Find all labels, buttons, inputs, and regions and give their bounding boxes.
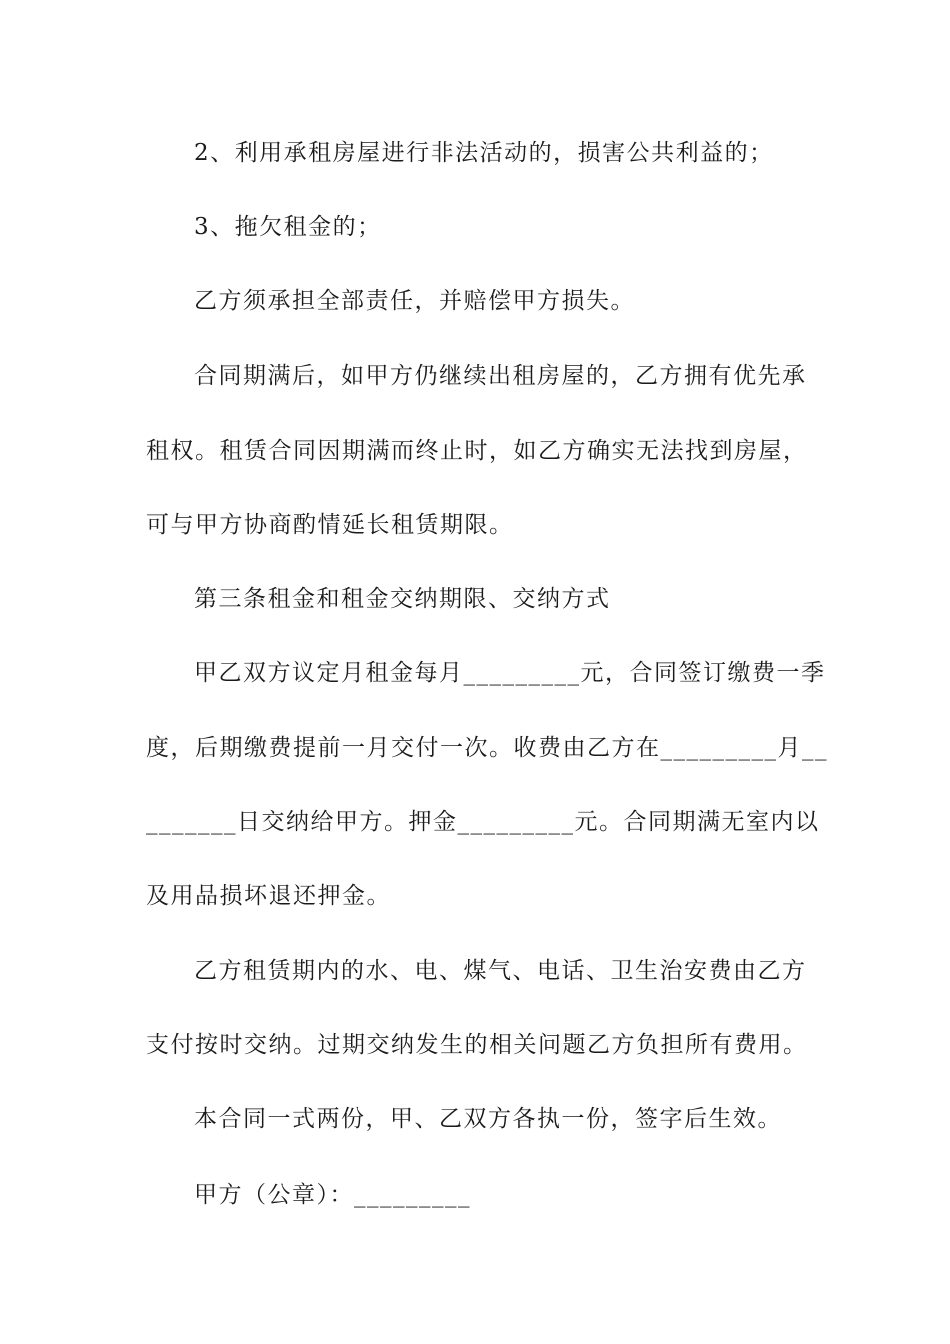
- liability-paragraph: 乙方须承担全部责任，并赔偿甲方损失。: [194, 288, 635, 314]
- rent-paragraph-line-4: 及用品损坏退还押金。: [146, 883, 391, 909]
- rent-paragraph-line-3: _______日交纳给甲方。押金_________元。合同期满无室内以: [146, 809, 820, 835]
- party-a-signature-line: 甲方（公章）：_________: [194, 1182, 471, 1208]
- renewal-paragraph-line-1: 合同期满后，如甲方仍继续出租房屋的，乙方拥有优先承: [194, 363, 807, 389]
- clause-item-2: 2、利用承租房屋进行非法活动的，损害公共利益的；: [194, 140, 774, 166]
- rent-paragraph-line-2: 度，后期缴费提前一月交付一次。收费由乙方在_________月__: [146, 735, 828, 761]
- renewal-paragraph-line-2: 租权。租赁合同因期满而终止时，如乙方确实无法找到房屋，: [146, 438, 808, 464]
- fees-paragraph-line-1: 乙方租赁期内的水、电、煤气、电话、卫生治安费由乙方: [194, 958, 807, 984]
- fees-paragraph-line-2: 支付按时交纳。过期交纳发生的相关问题乙方负担所有费用。: [146, 1032, 808, 1058]
- renewal-paragraph-line-3: 可与甲方协商酌情延长租赁期限。: [146, 512, 514, 538]
- copies-paragraph: 本合同一式两份，甲、乙双方各执一份，签字后生效。: [194, 1106, 782, 1132]
- clause-item-3: 3、拖欠租金的；: [194, 214, 382, 240]
- article-three-heading: 第三条租金和租金交纳期限、交纳方式: [194, 586, 611, 612]
- rent-paragraph-line-1: 甲乙双方议定月租金每月_________元，合同签订缴费一季: [194, 660, 826, 686]
